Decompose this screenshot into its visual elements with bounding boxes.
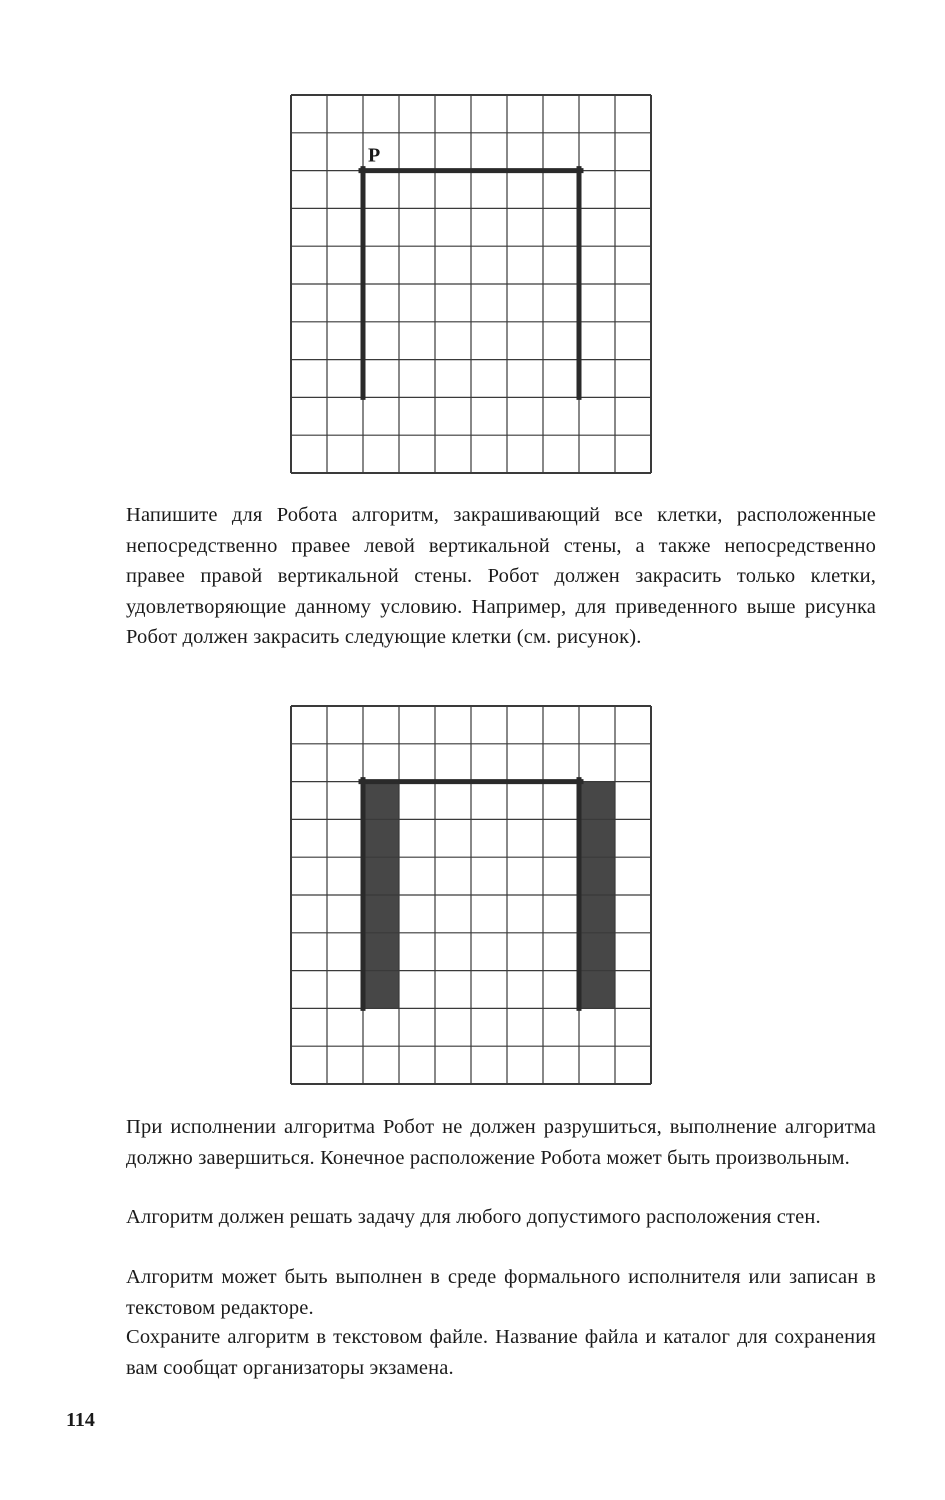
result-shaded-cell	[579, 971, 615, 1009]
condition-text: При исполнении алгоритма Робот не должен разрушиться, выполнение алгоритма должно завершиться. Конечное расположение Робота может быть произвольным.	[126, 1116, 876, 1169]
result-shaded-cell	[363, 782, 399, 820]
result-shaded-cell	[579, 857, 615, 895]
page-number: 114	[66, 1409, 95, 1431]
result-shaded-cell	[579, 819, 615, 857]
environment-text: Алгоритм может быть выполнен в среде формального исполнителя или записан в текстовом редакторе.	[126, 1266, 876, 1319]
save-instructions-text: Сохраните алгоритм в текстовом файле. Название файла и каталог для сохранения вам сообщат организаторы экзамена.	[126, 1326, 876, 1379]
requirement-text: Алгоритм должен решать задачу для любого допустимого расположения стен.	[126, 1206, 821, 1228]
task-text: Напишите для Робота алгоритм, закрашивающий все клетки, расположенные непосредственно правее левой вертикальной стены, а также непосредственно правее правой вертикальной стены. Робот должен закрасить только клетки, удовлетворяющие данному условию. Например, для приведенного выше рисунка Робот должен закрасить следующие клетки (см. рисунок).	[126, 504, 876, 648]
field-figure-result	[290, 705, 652, 1085]
robot-field-result	[290, 705, 652, 1085]
robot-field-initial	[290, 94, 652, 474]
result-shaded-cell	[363, 895, 399, 933]
result-shaded-cell	[363, 971, 399, 1009]
result-shaded-cell	[363, 933, 399, 971]
result-shaded-cell	[363, 857, 399, 895]
result-shaded-cell	[579, 895, 615, 933]
result-shaded-cell	[579, 933, 615, 971]
initial-robot-label: Р	[368, 144, 381, 167]
result-shaded-cell	[363, 819, 399, 857]
field-figure-initial	[290, 94, 652, 474]
result-shaded-cell	[579, 782, 615, 820]
